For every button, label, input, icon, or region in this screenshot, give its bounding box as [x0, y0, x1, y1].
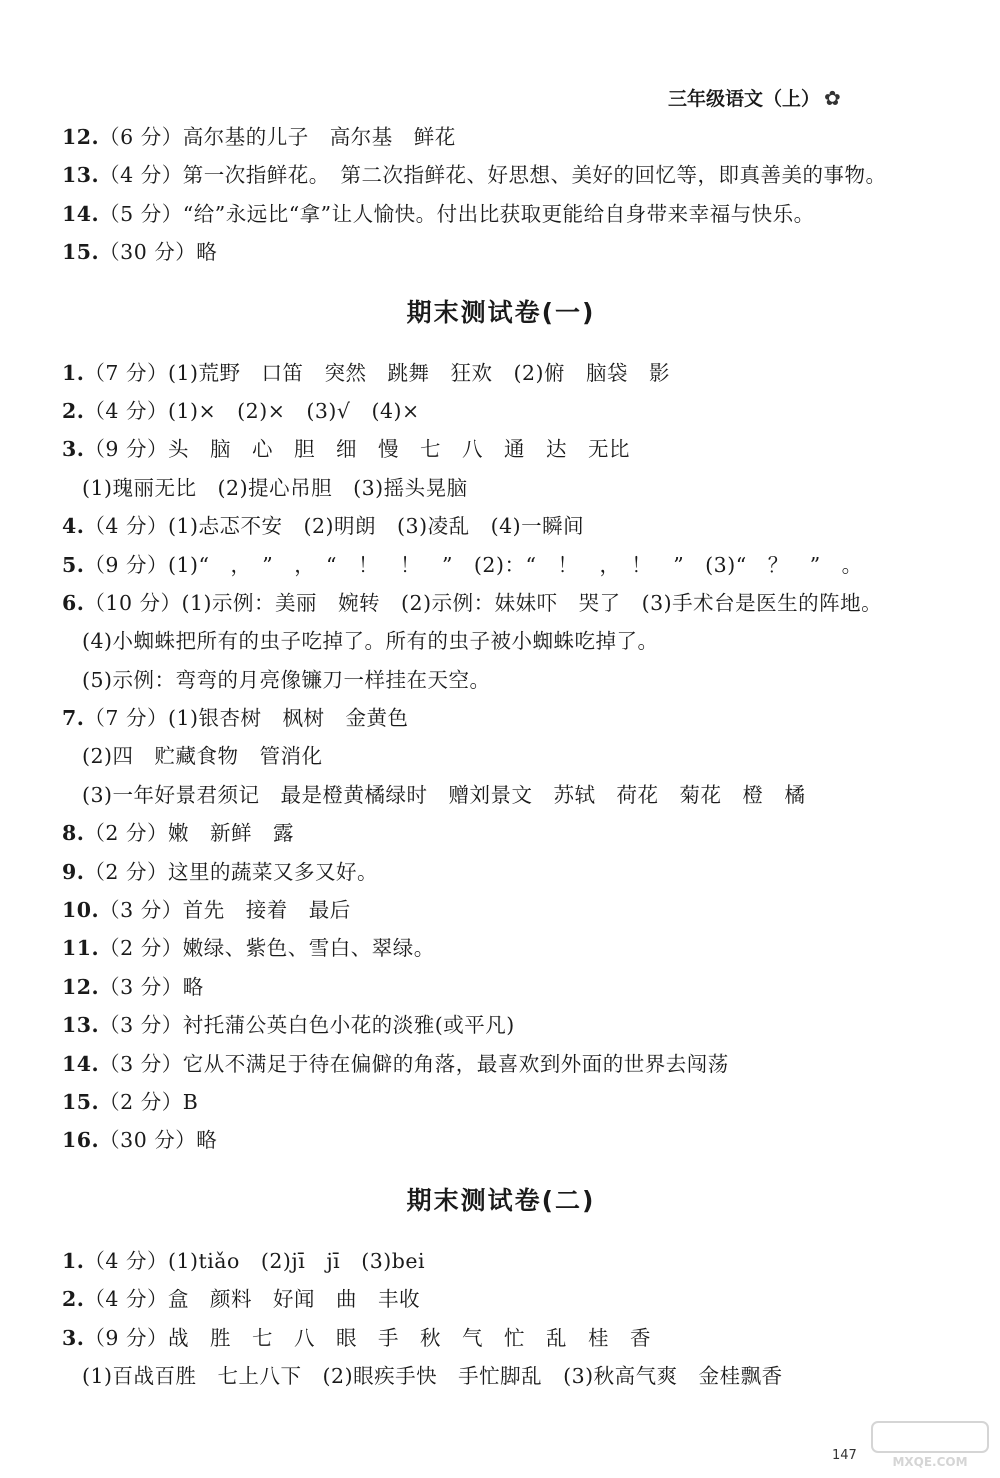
answer-text: (5)示例：弯弯的月亮像镰刀一样挂在天空。: [82, 667, 491, 692]
watermark-text: MXQE.COM: [892, 1455, 968, 1469]
answer-line: [62, 1280, 960, 1318]
answer-text: (4)小蜘蛛把所有的虫子吃掉了。所有的虫子被小蜘蛛吃掉了。: [82, 629, 659, 654]
answer-text: （30 分）略: [99, 240, 218, 265]
answer-line: [62, 233, 960, 271]
answer-text: （4 分）第一次指鲜花。 第二次指鲜花、好思想、美好的回忆等，即真善美的事物。: [99, 163, 887, 188]
answer-text: （3 分）它从不满足于待在偏僻的角落，最喜欢到外面的世界去闯荡: [99, 1051, 729, 1076]
page-number: 147: [832, 1448, 857, 1463]
answer-line: [62, 1121, 960, 1159]
answer-text: （9 分）战 胜 七 八 眼 手 秋 气 忙 乱 桂 香: [84, 1325, 651, 1350]
question-number: 1.: [62, 1248, 85, 1273]
question-number: 11.: [62, 936, 100, 961]
answer-text: （6 分）高尔基的儿子 高尔基 鲜花: [99, 125, 456, 149]
question-number: 16.: [62, 1128, 100, 1153]
question-number: 2.: [62, 1287, 85, 1312]
answer-line: [62, 156, 960, 194]
answer-content: [62, 118, 960, 1395]
answer-text: （7 分）(1)荒野 口笛 突然 跳舞 狂欢 (2)俯 脑袋 影: [84, 360, 671, 385]
answer-line: [62, 661, 960, 699]
answer-line: [62, 584, 960, 622]
section-title-2: 期末测试卷(二): [406, 1185, 596, 1215]
answer-line: [62, 507, 960, 545]
intro-answers: [62, 118, 960, 272]
answer-line: [62, 118, 960, 156]
answer-line: [62, 891, 960, 929]
answer-line: [62, 469, 960, 507]
answer-line: [62, 354, 960, 392]
question-number: 12.: [62, 125, 100, 149]
answer-text: （30 分）略: [99, 1128, 218, 1153]
answer-text: （4 分）(1)tiǎo (2)jī jī (3)bei: [84, 1248, 426, 1273]
page-header: [668, 84, 841, 111]
answer-text: （4 分）(1)忐忑不安 (2)明朗 (3)凌乱 (4)一瞬间: [84, 514, 585, 539]
answer-text: （3 分）略: [99, 974, 204, 999]
question-number: 13.: [62, 163, 100, 188]
answer-line: [62, 1045, 960, 1083]
question-number: 5.: [62, 552, 85, 577]
answer-text: (2)四 贮藏食物 管消化: [82, 744, 323, 769]
question-number: 15.: [62, 240, 100, 265]
question-number: 8.: [62, 821, 85, 846]
section-2-answers: [62, 1242, 960, 1396]
answer-line: [62, 430, 960, 468]
answer-text: （9 分）(1)“ ， ” ， “ ！ ！ ” (2)：“ ！ ， ！ ” (3)“ ？ ” 。: [84, 552, 863, 577]
answer-text: （7 分）(1)银杏树 枫树 金黄色: [84, 706, 409, 731]
watermark-logo: [870, 1418, 990, 1474]
question-number: 2.: [62, 398, 85, 423]
header-title: 三年级语文（上）: [668, 88, 821, 110]
question-number: 4.: [62, 514, 85, 539]
answer-line: [62, 776, 960, 814]
question-number: 13.: [62, 1013, 100, 1038]
answer-line: [62, 853, 960, 891]
answer-text: (1)瑰丽无比 (2)提心吊胆 (3)摇头晃脑: [82, 475, 468, 500]
answer-line: [62, 699, 960, 737]
answer-text: （2 分）B: [99, 1089, 199, 1114]
answer-text: （2 分）这里的蔬菜又多又好。: [84, 859, 378, 884]
answer-line: [62, 546, 960, 584]
question-number: 14.: [62, 201, 100, 226]
answer-line: [62, 622, 960, 660]
answer-text: （2 分）嫩 新鲜 露: [84, 821, 294, 846]
answer-text: （3 分）首先 接着 最后: [99, 898, 351, 923]
answer-line: [62, 968, 960, 1006]
question-number: 14.: [62, 1051, 100, 1076]
question-number: 12.: [62, 974, 100, 999]
answer-line: [62, 1357, 960, 1395]
answer-text: (3)一年好景君须记 最是橙黄橘绿时 赠刘景文 苏轼 荷花 菊花 橙 橘: [82, 782, 806, 807]
question-number: 7.: [62, 706, 85, 731]
answer-text: （10 分）(1)示例：美丽 婉转 (2)示例：妹妹吓 哭了 (3)手术台是医生的阵地。: [84, 590, 883, 615]
answer-text: （4 分）盒 颜料 好闻 曲 丰收: [84, 1287, 420, 1312]
answer-line: [62, 814, 960, 852]
question-number: 9.: [62, 859, 85, 884]
question-number: 15.: [62, 1089, 100, 1114]
answer-text: （9 分）头 脑 心 胆 细 慢 七 八 通 达 无比: [84, 437, 630, 462]
question-number: 3.: [62, 1325, 85, 1350]
answer-line: [62, 929, 960, 967]
question-number: 3.: [62, 437, 85, 462]
answer-text: （2 分）嫩绿、紫色、雪白、翠绿。: [99, 936, 435, 961]
answer-line: [62, 392, 960, 430]
section-title-1: 期末测试卷(一): [406, 297, 596, 327]
answer-text: （3 分）衬托蒲公英白色小花的淡雅(或平凡): [99, 1013, 515, 1038]
answer-line: [62, 1242, 960, 1280]
mascot-icon: ✿: [824, 85, 841, 110]
answer-line: [62, 1319, 960, 1357]
question-number: 6.: [62, 590, 85, 615]
answer-line: [62, 1006, 960, 1044]
answer-line: [62, 1083, 960, 1121]
answer-text: （4 分）(1)× (2)× (3)√ (4)×: [84, 398, 420, 423]
question-number: 10.: [62, 898, 100, 923]
answer-text: （5 分）“给”永远比“拿”让人愉快。付出比获取更能给自身带来幸福与快乐。: [99, 201, 815, 226]
question-number: 1.: [62, 360, 85, 385]
answer-line: [62, 737, 960, 775]
answer-text: (1)百战百胜 七上八下 (2)眼疾手快 手忙脚乱 (3)秋高气爽 金桂飘香: [82, 1363, 783, 1388]
answer-line: [62, 195, 960, 233]
section-1-answers: [62, 354, 960, 1160]
